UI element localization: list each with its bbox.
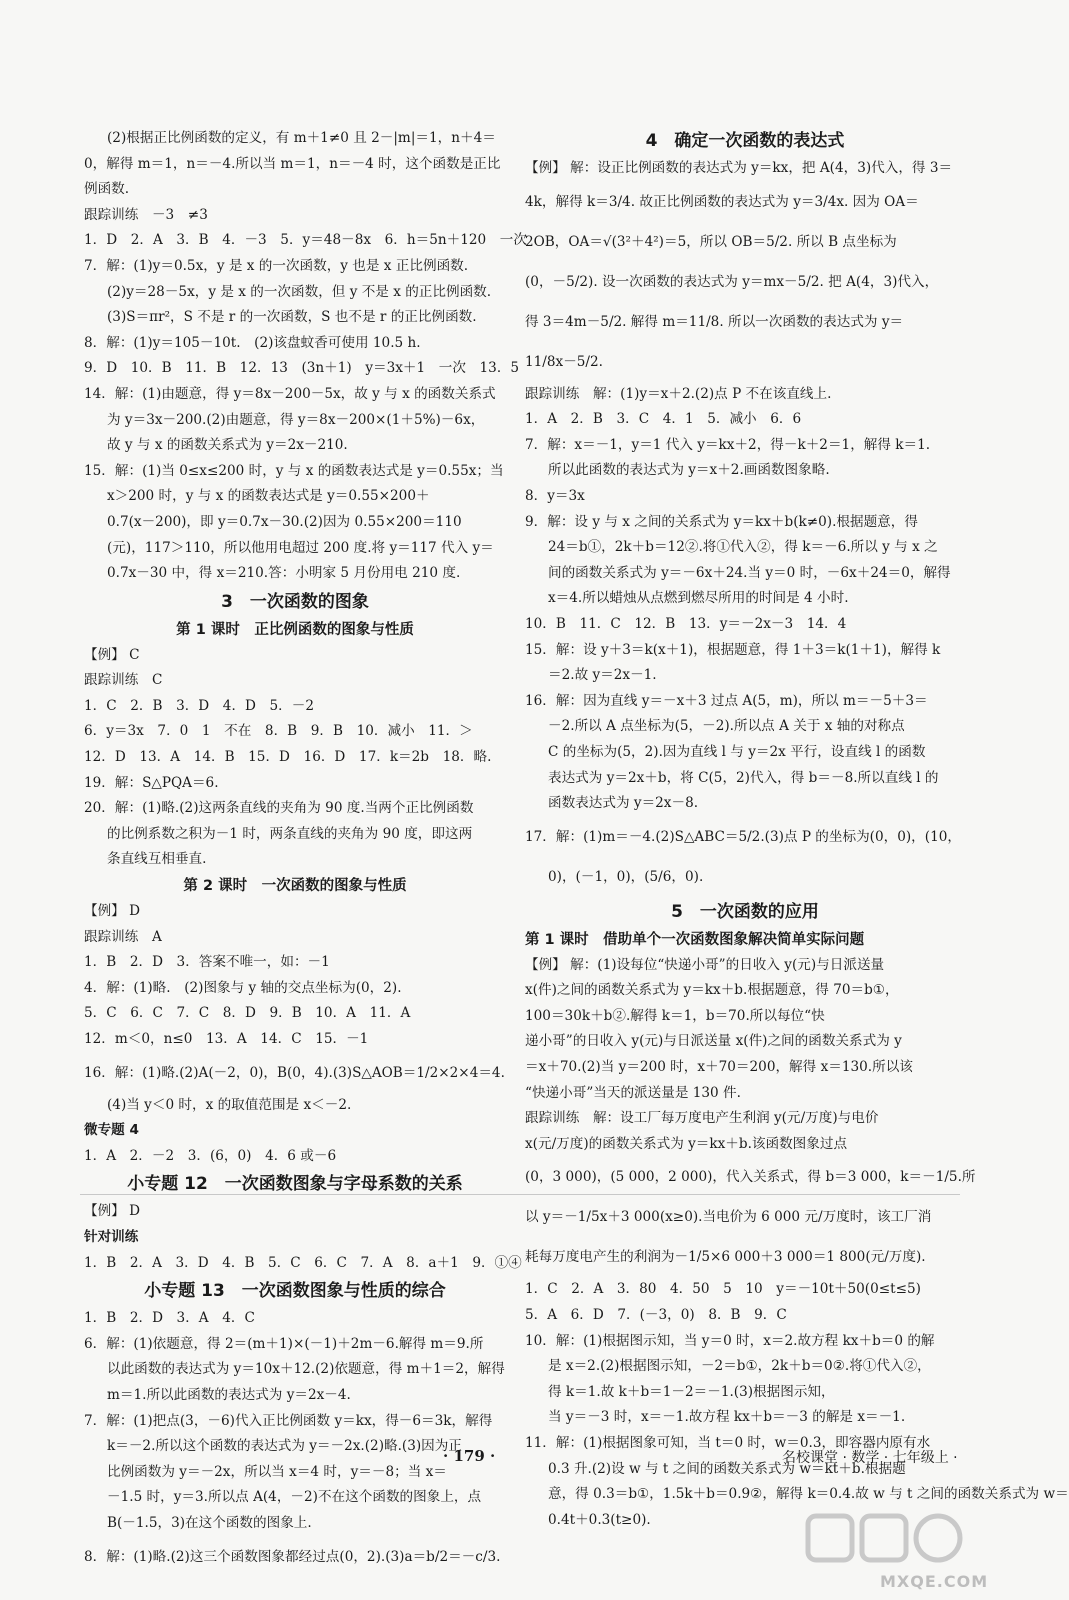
right-column-line: 0.4t＋0.3(t≥0). [548, 1511, 651, 1528]
left-column-line: 小专题 13 一次函数图象与性质的综合 [144, 1281, 446, 1302]
right-column-line: 7．解：x＝－1，y＝1 代入 y＝kx＋2，得－k＋2＝1，解得 k＝1. [525, 436, 931, 453]
left-column-line: 6．解：(1)依题意，得 2＝(m＋1)×(－1)＋2m－6.解得 m＝9.所 [84, 1335, 484, 1352]
book-footer: 名校课堂 · 数学 · 七年级上 · [782, 1450, 958, 1466]
right-column-line: ＝x＋70.(2)当 y＝200 时，x＋70＝200，解得 x＝130.所以该 [525, 1059, 913, 1076]
section-divider [80, 1194, 960, 1195]
right-column-line: 得 k＝1.故 k＋b＝1－2＝－1.(3)根据图示知， [548, 1383, 835, 1400]
left-column-line: 7．解：(1)把点(3，－6)代入正比例函数 y＝kx，得－6＝3k，解得 [84, 1412, 493, 1429]
right-column-line: 24＝b①，2k＋b＝12②.将①代入②，得 k＝－6.所以 y 与 x 之 [548, 539, 938, 556]
right-column-line: 15．解：设 y＋3＝k(x＋1)，根据题意，得 1＋3＝k(1＋1)，解得 k [525, 641, 941, 658]
page-number: · 179 · [443, 1447, 496, 1465]
right-column-line: 【例】 解：设正比例函数的表达式为 y＝kx，把 A(4，3)代入，得 3＝ [525, 160, 953, 176]
right-column-line: 5 一次函数的应用 [671, 901, 819, 922]
right-column-line: 跟踪训练 解：(1)y＝x＋2.(2)点 P 不在该直线上. [525, 385, 832, 402]
left-column-line: 小专题 12 一次函数图象与字母系数的关系 [127, 1174, 463, 1195]
left-column-line: 跟踪训练 －3 ≠3 [84, 206, 208, 223]
left-column-line: m＝1.所以此函数的表达式为 y＝2x－4. [107, 1386, 351, 1403]
left-column-line: 1．A 2．－2 3．(6，0) 4．6 或－6 [84, 1147, 337, 1164]
right-column-line: 耗每万度电产生的利润为－1/5×6 000＋3 000＝1 800(元/万度). [525, 1249, 926, 1266]
left-column-line: 0.7x－30 中，得 x＝210.答：小明家 5 月份用电 210 度. [107, 565, 461, 582]
right-column-line: 得 3＝4m－5/2. 解得 m＝11/8. 所以一次函数的表达式为 y＝ [525, 313, 904, 330]
left-column-line: 15．解：(1)当 0≤x≤200 时，y 与 x 的函数表达式是 y＝0.55x；当 [84, 462, 504, 479]
right-column-line: 跟踪训练 解：设工厂每万度电产生利润 y(元/万度)与电价 [525, 1110, 879, 1127]
left-column-line: 4．解：(1)略. (2)图象与 y 轴的交点坐标为(0，2). [84, 979, 402, 996]
right-column-line: 是 x＝2.(2)根据图示知，－2＝b①，2k＋b＝0②.将①代入②， [548, 1358, 931, 1375]
left-column-line: 1．B 2．A 3．D 4．B 5．C 6．C 7．A 8．a＋1 9．①④ [84, 1254, 522, 1271]
left-column-line: 比例函数为 y＝－2x，所以当 x＝4 时，y＝－8；当 x＝ [107, 1463, 447, 1480]
right-column-line: 4k，解得 k＝3/4. 故正比例函数的表达式为 y＝3/4x. 因为 OA＝ [525, 193, 919, 210]
right-column-line: 递小哥”的日收入 y(元)与日派送量 x(件)之间的函数关系式为 y [525, 1033, 902, 1050]
left-column-line: 针对训练 [84, 1228, 139, 1245]
right-column-line: 8．y＝3x [525, 487, 585, 504]
right-column-line: 以 y＝－1/5x＋3 000(x≥0).当电价为 6 000 元/万度时，该工厂消 [525, 1209, 932, 1226]
left-column-line: 12．m＜0，n≤0 13．A 14．C 15．－1 [84, 1031, 369, 1047]
right-column-line: 1．C 2．A 3．80 4．50 5 10 y＝－10t＋50(0≤t≤5) [525, 1281, 921, 1298]
left-column-line: 1．B 2．D 3．答案不唯一，如：－1 [84, 954, 330, 971]
right-column-line: 16．解：因为直线 y＝－x＋3 过点 A(5，m)，所以 m＝－5＋3＝ [525, 692, 928, 709]
left-column-line: (2)根据正比例函数的定义，有 m＋1≠0 且 2－|m|＝1，n＋4＝ [107, 130, 496, 146]
left-column-line: 1．B 2．D 3．A 4．C [84, 1310, 255, 1327]
right-column-line: 5．A 6．D 7．(－3，0) 8．B 9．C [525, 1307, 787, 1324]
left-column-line: －1.5 时，y＝3.所以点 A(4，－2)不在这个函数的图象上，点 [107, 1489, 482, 1506]
right-column-line: 11．解：(1)根据图象可知，当 t＝0 时，w＝0.3，即容器内原有水 [525, 1435, 931, 1451]
right-column-line: x(元/万度)的函数关系式为 y＝kx＋b.该函数图象过点 [525, 1135, 848, 1152]
left-column-line: 8．解：(1)略.(2)这三个函数图象都经过点(0，2).(3)a＝b/2＝－c/3. [84, 1548, 501, 1565]
left-column-line: 故 y 与 x 的函数关系式为 y＝2x－210. [107, 437, 348, 454]
left-column-line: (4)当 y＜0 时，x 的取值范围是 x＜－2. [107, 1096, 352, 1113]
left-column-line: (2)y＝28－5x，y 是 x 的一次函数，但 y 不是 x 的正比例函数. [107, 283, 492, 300]
right-column-line: 表达式为 y＝2x＋b，将 C(5，2)代入，得 b＝－8.所以直线 l 的 [548, 769, 939, 786]
right-column-line: －2.所以 A 点坐标为(5，－2).所以点 A 关于 x 轴的对称点 [548, 718, 905, 735]
left-column-line: 12．D 13．A 14．B 15．D 16．D 17．k＝2b 18．略. [84, 749, 492, 766]
right-column-line: 10．B 11．C 12．B 13．y＝－2x－3 14．4 [525, 615, 847, 632]
left-column-line: 6．y＝3x 7．0 1 不在 8．B 9．B 10．减小 11．＞ [84, 723, 473, 740]
right-column-line: 0.3 升.(2)设 w 与 t 之间的函数关系式为 w＝kt＋b.根据题 [548, 1460, 906, 1477]
right-column-line: 9．解：设 y 与 x 之间的关系式为 y＝kx＋b(k≠0).根据题意，得 [525, 513, 918, 530]
left-column-line: 【例】 D [84, 903, 141, 920]
right-column-line: 间的函数关系式为 y＝－6x＋24.当 y＝0 时，－6x＋24＝0，解得 [548, 564, 951, 581]
left-column-line: (元)，117＞110，所以他用电超过 200 度.将 y＝117 代入 y＝ [107, 539, 494, 556]
left-column-line: 0.7(x－200)，即 y＝0.7x－30.(2)因为 0.55×200＝110 [107, 513, 462, 530]
left-column-line: 14．解：(1)由题意，得 y＝8x－200－5x，故 y 与 x 的函数关系式 [84, 385, 496, 402]
left-column-line: 的比例系数之积为－1 时，两条直线的夹角为 90 度，即这两 [107, 825, 473, 842]
right-column-line: 当 y＝－3 时，x＝－1.故方程 kx＋b＝－3 的解是 x＝－1. [548, 1409, 906, 1426]
left-column-line: B(－1.5，3)在这个函数的图象上. [107, 1514, 312, 1531]
right-column-line: 4 确定一次函数的表达式 [645, 131, 845, 151]
left-column-line: x＞200 时，y 与 x 的函数表达式是 y＝0.55×200＋ [107, 488, 430, 505]
right-column-line: (0，－5/2). 设一次函数的表达式为 y＝mx－5/2. 把 A(4，3)代入， [525, 273, 939, 290]
right-column-line: 10．解：(1)根据图示知，当 y＝0 时，x＝2.故方程 kx＋b＝0 的解 [525, 1332, 935, 1349]
right-column-line: (0，3 000)，(5 000，2 000)，代入关系式，得 b＝3 000，k＝－1/5.所 [525, 1169, 976, 1186]
left-column-line: 1．D 2．A 3．B 4．－3 5．y＝48－8x 6．h＝5n＋120 一次 [84, 232, 527, 249]
left-column-line: 条直线互相垂直. [107, 851, 207, 868]
left-column-line: 8．解：(1)y＝105－10t. (2)该盘蚊香可使用 10.5 h. [84, 334, 421, 351]
left-column-line: 第 2 课时 一次函数的图象与性质 [183, 878, 407, 895]
left-column-line: k＝－2.所以这个函数的表达式为 y＝－2x.(2)略.(3)因为正 [107, 1438, 462, 1455]
right-column-line: 0)，(－1，0)，(5/6，0). [548, 868, 704, 885]
left-column-line: 微专题 4 [84, 1122, 139, 1139]
right-column-line: 17．解：(1)m＝－4.(2)S△ABC＝5/2.(3)点 P 的坐标为(0，0)，(10， [525, 828, 961, 845]
left-column-line: 7．解：(1)y＝0.5x，y 是 x 的一次函数，y 也是 x 正比例函数. [84, 257, 469, 274]
left-column-line: 5．C 6．C 7．C 8．D 9．B 10．A 11．A [84, 1005, 411, 1022]
left-column-line: 16．解：(1)略.(2)A(－2，0)，B(0，4).(3)S△AOB＝1/2×2×4＝4. [84, 1064, 505, 1081]
right-column-line: 函数表达式为 y＝2x－8. [548, 795, 699, 812]
left-column-line: 以此函数的表达式为 y＝10x＋12.(2)依题意，得 m＋1＝2，解得 [107, 1361, 505, 1378]
left-column [84, 126, 527, 1577]
left-column-line: 3 一次函数的图象 [221, 591, 369, 612]
right-column-line: 2OB，OA＝√(3²＋4²)＝5，所以 OB＝5/2. 所以 B 点坐标为 [525, 233, 897, 250]
left-column-line: 跟踪训练 C [84, 672, 163, 689]
right-column-line: C 的坐标为(5，2).因为直线 l 与 y＝2x 平行，设直线 l 的函数 [548, 743, 926, 760]
left-column-line: 例函数. [84, 181, 130, 198]
left-column-line: 0，解得 m＝1，n＝－4.所以当 m＝1，n＝－4 时，这个函数是正比 [84, 155, 501, 172]
right-column-line: 100＝30k＋b②.解得 k＝1，b＝70.所以每位“快 [525, 1007, 825, 1024]
left-column-line: 【例】 D [84, 1203, 141, 1220]
right-column-line: 意，得 0.3＝b①，1.5k＋b＝0.9②，解得 k＝0.4.故 w 与 t 之间的函数关系式为 w＝ [548, 1486, 1069, 1503]
left-column-line: 【例】 C [84, 646, 140, 663]
right-column-line: ＝2.故 y＝2x－1. [548, 667, 657, 684]
left-column-line: (3)S＝πr²，S 不是 r 的一次函数，S 也不是 r 的正比例函数. [107, 309, 477, 326]
right-column-line: 第 1 课时 借助单个一次函数图象解决简单实际问题 [525, 931, 865, 948]
left-column-line: 1．C 2．B 3．D 4．D 5．－2 [84, 697, 315, 714]
right-column-line: “快递小哥”当天的派送量是 130 件. [525, 1084, 741, 1101]
left-column-line: 第 1 课时 正比例函数的图象与性质 [176, 621, 414, 638]
right-column-line: 所以此函数的表达式为 y＝x＋2.画函数图象略. [548, 462, 830, 479]
left-column-line: 9．D 10．B 11．B 12．13 (3n＋1) y＝3x＋1 一次 13．5 [84, 360, 520, 377]
left-column-line: 跟踪训练 A [84, 928, 162, 945]
right-column-line: x(件)之间的函数关系式为 y＝kx＋b.根据题意，得 70＝b①， [525, 982, 899, 999]
right-column-line: x＝4.所以蜡烛从点燃到燃尽所用的时间是 4 小时. [548, 590, 849, 607]
left-column-line: 20．解：(1)略.(2)这两条直线的夹角为 90 度.当两个正比例函数 [84, 800, 474, 817]
right-column [525, 126, 1069, 1533]
right-column-line: 11/8x－5/2. [525, 353, 603, 370]
left-column-line: 19．解：S△PQA＝6. [84, 774, 219, 791]
right-column-line: 【例】 解：(1)设每位“快递小哥”的日收入 y(元)与日派送量 [525, 956, 885, 973]
left-column-line: 为 y＝3x－200.(2)由题意，得 y＝8x－200×(1＋5%)－6x， [107, 411, 485, 428]
watermark-text: MXQE.COM [880, 1572, 989, 1591]
right-column-line: 1．A 2．B 3．C 4．1 5．减小 6．6 [525, 411, 802, 428]
